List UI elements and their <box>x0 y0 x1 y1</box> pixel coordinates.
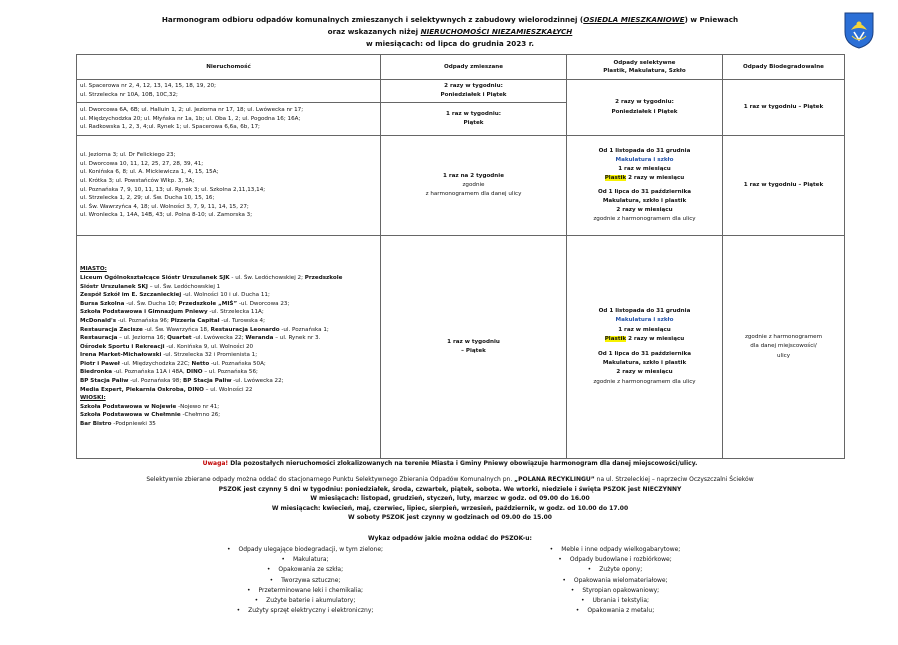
header-mixed: Odpady zmieszane <box>381 55 567 80</box>
property-line: McDonald's -ul. Poznańska 96; Pizzeria Capital -ul. Turowska 4; <box>80 317 265 324</box>
header-property: Nieruchomość <box>77 55 381 80</box>
warning-note: Uwaga! Dla pozostałych nieruchomości zlokalizowanych na terenie Miasta i Gminy Pniewy obowiązuje harmonogram dla danej miejscowości/ulicy. <box>202 460 698 467</box>
selective-cell: Od 1 listopada do 31 grudnia Makulatura i szkło 1 raz w miesiącu Plastik 2 razy w miesiącu Od 1 lipca do 31 października Makulatura, szkło i plastik 2 razy w miesiącu zgodnie z harmonogramem dla ulicy <box>567 236 723 459</box>
selective-cell: Od 1 listopada do 31 grudnia Makulatura i szkło 1 raz w miesiącu Plastik 2 razy w miesiącu Od 1 lipca do 31 października Makulatura, szkło i plastik 2 razy w miesiącu zgodnie z harmonogramem dla ulicy <box>567 136 723 236</box>
list-item: • Przeterminowane leki i chemikalia; <box>170 586 440 596</box>
bio-cell: 1 raz w tygodniu – Piątek <box>723 136 845 236</box>
property-cell: MIASTO: Liceum Ogólnokształcące Sióstr Urszulanek SJK - ul. Św. Ledóchowskiej 2; Przedszkole Sióstr Urszulanek SKJ – ul. Św. Ledóchowskiej 1 Zespół Szkół im E. Szczanieckiej -ul. Wolności 10 i ul. Ducha 11; Bursa Szkolna -ul. Św. Ducha 10; Przedszkole „MIŚ” -ul. Dworcowa 23; Szkoła Podstawowa i Gimnazjum Pniewy -ul. Strzelecka 11A; McDonald's -ul. Poznańska 96; Pizzeria Capital -ul. Turowska 4; Restauracja Zacisze -ul. Św. Wawrzyńca 18, Restauracja Leonardo -ul. Poznańska 1; Restauracja – ul. Jeziorna 16; Quartet -ul. Lwówecka 22; Weranda – ul. Rynek nr 3. Ośrodek Sportu i Rekreacji -ul. Konińska 9, ul. Wolności 20 Irena Market-Michałowski -ul. Strzelecka 32 i Promienista 1; Piotr i Paweł -ul. Międzychodzka 22C; Netto -ul. Poznańska 50A; Biedronka -ul. Poznańska 11A i 48A, DINO – ul. Poznańska 56; BP Stacja Paliw -ul. Poznańska 98; BP Stacja Paliw -ul. Lwówecka 22; Media Expert, Piekarnia Oskroba, DINO – ul. Wolności 22 WIOSKI: Szkoła Podstawowa w Nojewie -Nojewo nr 41; Szkoła Podstawowa w Chełmnie -Chełmno 26; Bar Bistro -Podpniewki 35 <box>77 236 381 459</box>
property-line: Media Expert, Piekarnia Oskroba, DINO – ul. Wolności 22 <box>80 386 253 393</box>
property-line: Restauracja Zacisze -ul. Św. Wawrzyńca 18, Restauracja Leonardo -ul. Poznańska 1; <box>80 326 329 333</box>
header-bio: Odpady Biodegradowalne <box>723 55 845 80</box>
list-item: • Opakowania z metalu; <box>480 606 750 616</box>
bio-cell: zgodnie z harmonogramem dla danej miejscowości/ ulicy <box>723 236 845 459</box>
mixed-cell: 1 raz w tygodniu: Piątek <box>381 103 567 136</box>
mixed-cell: 1 raz na 2 tygodnie zgodnie z harmonogramem dla danej ulicy <box>381 136 567 236</box>
schedule-table <box>76 54 845 459</box>
property-line: Liceum Ogólnokształcące Sióstr Urszulanek SJK - ul. Św. Ledóchowskiej 2; Przedszkole <box>80 274 343 281</box>
bio-cell: 1 raz w tygodniu – Piątek <box>723 80 845 136</box>
list-item: • Zużyty sprzęt elektryczny i elektroniczny; <box>170 606 440 616</box>
table-row <box>77 236 845 459</box>
property-line: Sióstr Urszulanek SKJ – ul. Św. Ledóchowskiej 1 <box>80 283 221 290</box>
list-item: • Opakowania ze szkła; <box>170 565 440 575</box>
pszok-list-left <box>170 545 440 616</box>
coat-of-arms-icon <box>842 10 876 50</box>
property-cell: ul. Spacerowa nr 2, 4, 12, 13, 14, 15, 18, 19, 20; ul. Strzelecka nr 10A, 10B, 10C,32; <box>77 80 381 103</box>
table-header-row <box>77 55 845 80</box>
property-line: Biedronka -ul. Poznańska 11A i 48A, DINO – ul. Poznańska 56; <box>80 369 258 376</box>
list-item: • Styropian opakowaniowy; <box>480 586 750 596</box>
pszok-info: Selektywnie zbierane odpady można oddać do stacjonarnego Punktu Selektywnego Zbierania Odpadów Komunalnych pn. „POLANA RECYKLINGU” na ul. Strzeleckiej – naprzeciw Oczyszczalni Ścieków PSZOK jest czynny 5 dni w tygodniu: poniedziałek, środa, czwartek, piątek, sobota. We wtorki, niedziele i święta PSZOK jest NIECZYNNY W miesiącach: listopad, grudzień, styczeń, luty, marzec w godz. od 09.00 do 16.00 W miesiącach: kwiecień, maj, czerwiec, lipiec, sierpień, wrzesień, październik, w godz. od 10.00 do 17.00 W soboty PSZOK jest czynny w godzinach od 09.00 do 15.00 <box>146 476 754 521</box>
list-item: • Tworzywa sztuczne; <box>170 576 440 586</box>
property-line: Bursa Szkolna -ul. Św. Ducha 10; Przedszkole „MIŚ” -ul. Dworcowa 23; <box>80 300 290 307</box>
property-cell: ul. Jeziorna 3; ul. Dr Felickiego 23; ul. Dworcowa 10, 11, 12, 25, 27, 28, 39, 41; ul. Konińska 6, 8; ul. A. Mickiewicza 1, 4, 15, 15A; ul. Krótka 3; ul. Powstańców Wlkp. 3, 3A; ul. Poznańska 7, 9, 10, 11, 13; ul. Rynek 3; ul. Szkolna 2,11,13,14; ul. Strzelecka 1, 2, 29; ul. Św. Ducha 10, 15, 16; ul. Św. Wawrzyńca 4, 18; ul. Wolności 3, 7, 9, 11, 14, 15, 27; ul. Wronlecka 1, 14A, 14B, 43; ul. Polna 8-10; ul. Zamorska 3; <box>77 136 381 236</box>
property-line: Zespół Szkół im E. Szczanieckiej -ul. Wolności 10 i ul. Ducha 11; <box>80 292 270 299</box>
property-line: BP Stacja Paliw -ul. Poznańska 98; BP Stacja Paliw -ul. Lwówecka 22; <box>80 378 284 385</box>
property-line: Szkoła Podstawowa w Nojewie -Nojewo nr 41; <box>80 403 220 410</box>
pszok-list-right <box>480 545 750 616</box>
list-item: • Ubrania i tekstylia; <box>480 596 750 606</box>
list-item: • Zużyte baterie i akumulatory; <box>170 596 440 606</box>
property-line: Piotr i Paweł -ul. Międzychodzka 22C; Netto -ul. Poznańska 50A; <box>80 360 266 367</box>
list-item: • Makulatura; <box>170 555 440 565</box>
property-line: Szkoła Podstawowa w Chełmnie -Chełmno 26; <box>80 412 221 419</box>
list-item: • Odpady budowlane i rozbiórkowe; <box>480 555 750 565</box>
property-line: Ośrodek Sportu i Rekreacji -ul. Konińska 9, ul. Wolności 20 <box>80 343 254 350</box>
property-line: Szkoła Podstawowa i Gimnazjum Pniewy -ul. Strzelecka 11A; <box>80 309 264 316</box>
list-item: • Opakowania wielomateriałowe; <box>480 576 750 586</box>
document-title: Harmonogram odbioru odpadów komunalnych zmieszanych i selektywnych z zabudowy wielorodzinnej (OSIEDLA MIESZKANIOWE) w Pniewach oraz wskazanych niżej NIERUCHOMOŚCI NIEZAMIESZKAŁYCH w miesiącach: od lipca do grudnia 2023 r. <box>161 15 739 48</box>
selective-cell: 2 razy w tygodniu: Poniedziałek i Piątek <box>567 80 723 136</box>
header-selective: Odpady selektywne Plastik, Makulatura, Szkło <box>567 55 723 80</box>
list-item: • Odpady ulegające biodegradacji, w tym zielone; <box>170 545 440 555</box>
list-item: • Meble i inne odpady wielkogabarytowe; <box>480 545 750 555</box>
pszok-list-title: Wykaz odpadów jakie można oddać do PSZOK-u: <box>368 535 532 542</box>
mixed-cell: 1 raz w tygodniu – Piątek <box>381 236 567 459</box>
property-line: Bar Bistro -Podpniewki 35 <box>80 421 156 428</box>
property-line: Irena Market-Michałowski -ul. Strzelecka 32 i Promienista 1; <box>80 352 258 359</box>
table-row <box>77 136 845 236</box>
list-item: • Zużyte opony; <box>480 565 750 575</box>
property-line: Restauracja – ul. Jeziorna 16; Quartet -ul. Lwówecka 22; Weranda – ul. Rynek nr 3. <box>80 335 321 342</box>
property-cell: ul. Dworcowa 6A, 6B; ul. Halluin 1, 2; ul. Jeziorna nr 17, 18; ul. Lwówecka nr 17; ul. Międzychodzka 20; ul. Młyńska nr 1a, 1b; ul. Oba 1, 2; ul. Pogodna 16; 16A; ul. Radkowska 1, 2, 3, 4;ul. Rynek 1; ul. Spacerowa 6,6a, 6b, 17; <box>77 103 381 136</box>
mixed-cell: 2 razy w tygodniu: Poniedziałek i Piątek <box>381 80 567 103</box>
table-row <box>77 80 845 103</box>
